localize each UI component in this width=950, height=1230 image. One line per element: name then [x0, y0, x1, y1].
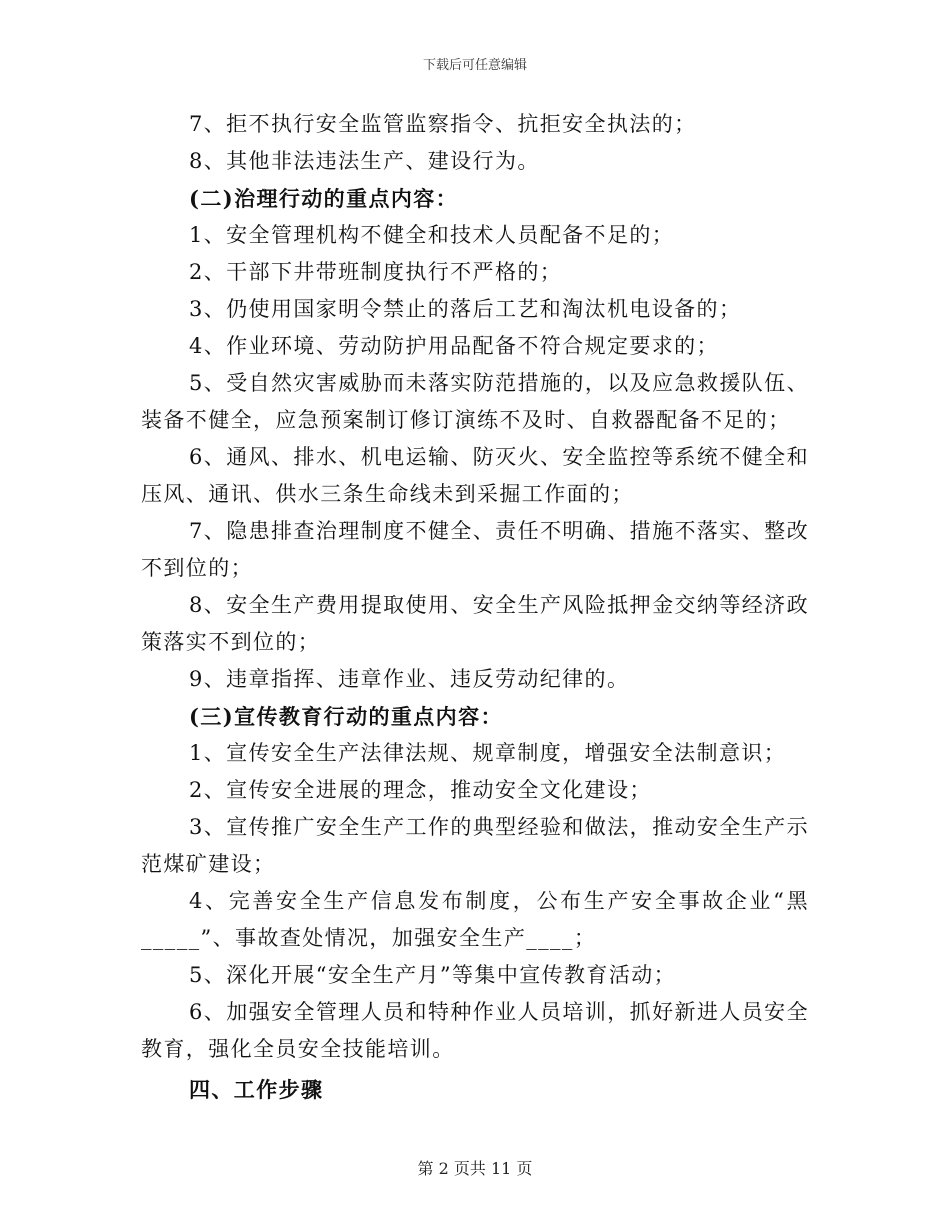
paragraph: 4、作业环境、劳动防护用品配备不符合规定要求的；: [189, 334, 719, 358]
paragraph: 5、深化开展“安全生产月”等集中宣传教育活动；: [189, 963, 677, 987]
paragraph: 9、违章指挥、违章作业、违反劳动纪律的。: [189, 667, 630, 691]
paragraph: 2、宣传安全进展的理念，推动安全文化建设；: [189, 778, 652, 802]
paragraph: 3、宣传推广安全生产工作的典型经验和做法，推动安全生产示范煤矿建设；: [141, 815, 809, 876]
paragraph: 7、隐患排查治理制度不健全、责任不明确、措施不落实、整改不到位的；: [141, 519, 809, 580]
paragraph: 3、仍使用国家明令禁止的落后工艺和淘汰机电设备的；: [189, 297, 742, 321]
paragraph: 5、受自然灾害威胁而未落实防范措施的，以及应急救援队伍、装备不健全，应急预案制订修订演练不及时、自救器配备不足的；: [141, 371, 809, 432]
paragraph: 4、完善安全生产信息发布制度，公布生产安全事故企业“黑_____”、事故查处情况，加强安全生产____；: [141, 889, 809, 950]
section-heading: (三)宣传教育行动的重点内容：: [189, 704, 503, 729]
paragraph: 8、安全生产费用提取使用、安全生产风险抵押金交纳等经济政策落实不到位的；: [141, 593, 809, 654]
document-body: [141, 106, 809, 1108]
paragraph: 1、宣传安全生产法律法规、规章制度，增强安全法制意识；: [189, 741, 787, 765]
paragraph: 8、其他非法违法生产、建设行为。: [189, 149, 540, 173]
paragraph: 2、干部下井带班制度执行不严格的；: [189, 260, 563, 284]
paragraph: 6、加强安全管理人员和特种作业人员培训，抓好新进人员安全教育，强化全员安全技能培训。: [141, 1000, 809, 1061]
section-heading: 四、工作步骤: [189, 1077, 324, 1102]
paragraph: 7、拒不执行安全监管监察指令、抗拒安全执法的；: [189, 112, 697, 136]
page-footer: 第 2 页共 11 页: [417, 1159, 533, 1178]
paragraph: 6、通风、排水、机电运输、防灭火、安全监控等系统不健全和压风、通讯、供水三条生命线未到采掘工作面的；: [141, 445, 809, 506]
paragraph: 1、安全管理机构不健全和技术人员配备不足的；: [189, 223, 675, 247]
page-header: 下载后可任意编辑: [422, 58, 527, 73]
section-heading: (二)治理行动的重点内容：: [189, 186, 459, 211]
